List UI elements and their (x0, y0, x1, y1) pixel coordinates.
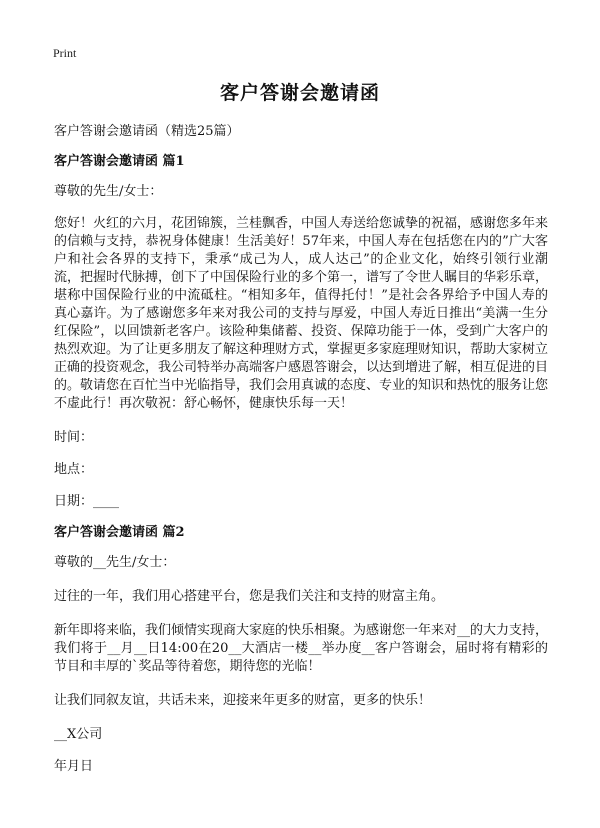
section-1-place: 地点： (54, 462, 94, 477)
page-title: 客户答谢会邀请函 (219, 82, 380, 104)
section-1-time: 时间： (54, 430, 94, 445)
print-link[interactable]: Print (53, 46, 77, 60)
section-2-signature: __X公司 (54, 727, 103, 742)
section-2-heading: 客户答谢会邀请函 篇2 (54, 525, 185, 540)
section-1-date: 日期：____ (54, 494, 120, 509)
section-2-para3: 让我们同叙友谊，共话未来，迎接来年更多的财富，更多的快乐！ (54, 693, 432, 708)
page-subtitle: 客户答谢会邀请函（精选25篇） (54, 124, 240, 139)
section-1-heading: 客户答谢会邀请函 篇1 (54, 154, 185, 169)
section-1-greeting: 尊敬的先生/女士： (54, 184, 163, 199)
section-2-date: 年月日 (54, 759, 94, 774)
document-content (54, 150, 548, 776)
section-1-body: 您好！火红的六月，花团锦簇，兰桂飘香，中国人寿送给您诚挚的祝福，感谢您多年来的信赖与支持，恭祝身体健康！生活美好！57年来，中国人寿在包括您在内的”广大客户和社会各界的支持下，秉承“成己为人，成人达己”的企业文化，始终引领行业潮流，把握时代脉搏，创下了中国保险行业的多个第一，谱写了令世人瞩目的华彩乐章，堪称中国保险行业的中流砥柱。“相知多年，值得托付！”是社会各界给予中国人寿的真心嘉许。为了感谢您多年来对我公司的支持与厚爱，中国人寿近日推出“美满一生分红保险”，以回馈新老客户。该险种集储蓄、投资、保障功能于一体，受到广大客户的热烈欢迎。为了让更多朋友了解这种理财方式，掌握更多家庭理财知识，帮助大家树立正确的投资观念，我公司特举办高端客户感恩答谢会，以达到增进了解，相互促进的目的。敬请您在百忙当中光临指导，我们会用真诚的态度、专业的知识和热忱的服务让您不虚此行！再次敬祝：舒心畅怀，健康快乐每一天！ (54, 216, 549, 411)
section-2-greeting: 尊敬的__先生/女士： (54, 555, 176, 570)
section-2-para2: 新年即将来临，我们倾情实现商大家庭的快乐相聚。为感谢您一年来对__的大力支持，我们将于__月__日14:00在20__大酒店一楼__举办度__客户答谢会，届时将有精彩的节目和丰厚的`奖品等待着您，期待您的光临！ (54, 623, 549, 674)
section-2-para1: 过往的一年，我们用心搭建平台，您是我们关注和支持的财富主角。 (54, 589, 445, 604)
